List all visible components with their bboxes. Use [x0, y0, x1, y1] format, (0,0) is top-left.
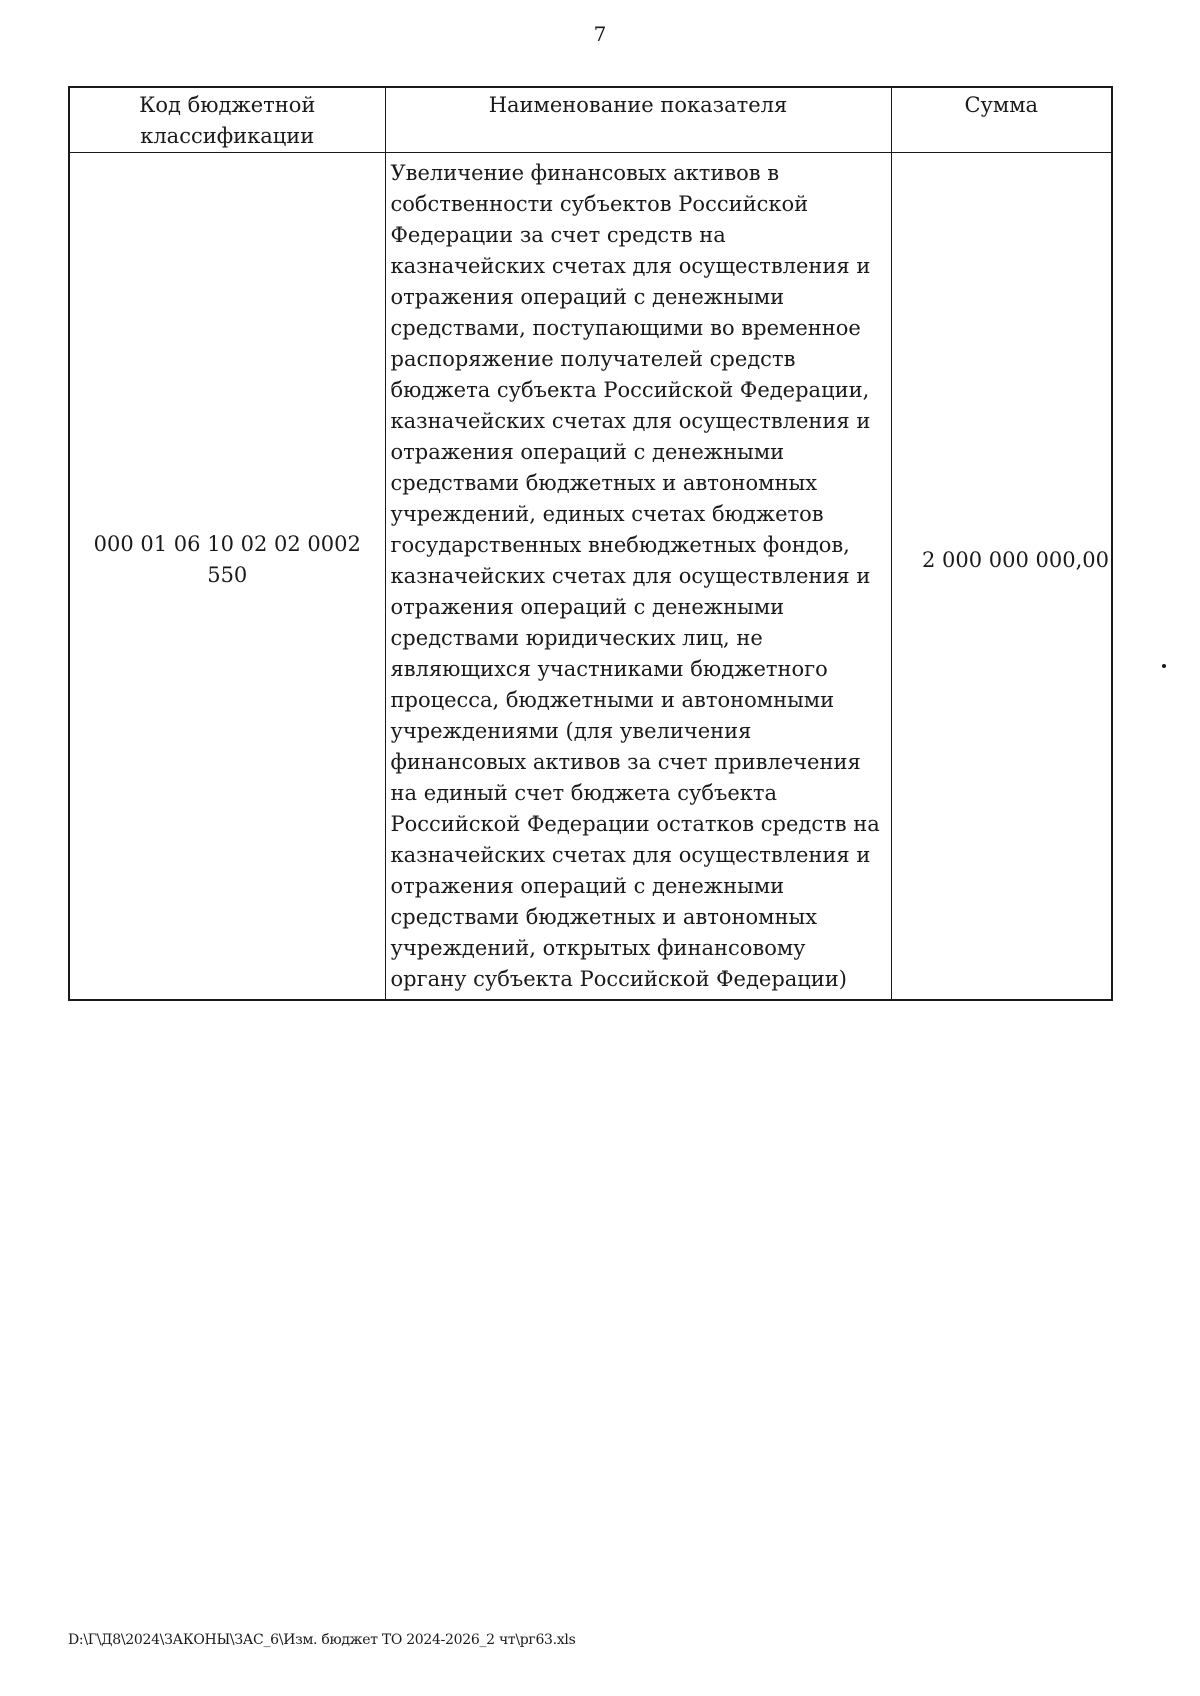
header-name: Наименование показателя — [385, 87, 891, 153]
footer-file-path: D:\Г\Д8\2024\ЗАКОНЫ\ЗАС_6\Изм. бюджет ТО 2024-2026_2 чт\рг63.xls — [68, 1632, 576, 1648]
header-code: Код бюджетной классификации — [69, 87, 385, 153]
table-header-row — [69, 87, 1112, 153]
page-number: 7 — [593, 22, 607, 46]
budget-code-cell: 000 01 06 10 02 02 0002 550 — [69, 153, 385, 1001]
scan-speck — [1162, 664, 1166, 668]
indicator-name-cell: Увеличение финансовых активов в собственности субъектов Российской Федерации за счет средств на казначейских счетах для осуществления и отражения операций с денежными средствами, поступающими во временное распоряжение получателей средств бюджета субъекта Российской Федерации, казначейских счетах для осуществления и отражения операций с денежными средствами бюджетных и автономных учреждений, единых счетах бюджетов государственных внебюджетных фондов, казначейских счетах для осуществления и отражения операций с денежными средствами юридических лиц, не являющихся участниками бюджетного процесса, бюджетными и автономными учреждениями (для увеличения финансовых активов за счет привлечения на единый счет бюджета субъекта Российской Федерации остатков средств на казначейских счетах для осуществления и отражения операций с денежными средствами бюджетных и автономных учреждений, открытых финансовому органу субъекта Российской Федерации) — [385, 153, 891, 1001]
amount-cell: 2 000 000 000,00 — [891, 153, 1112, 1001]
table-row — [69, 153, 1112, 1001]
header-sum: Сумма — [891, 87, 1112, 153]
budget-table — [68, 86, 1113, 1001]
